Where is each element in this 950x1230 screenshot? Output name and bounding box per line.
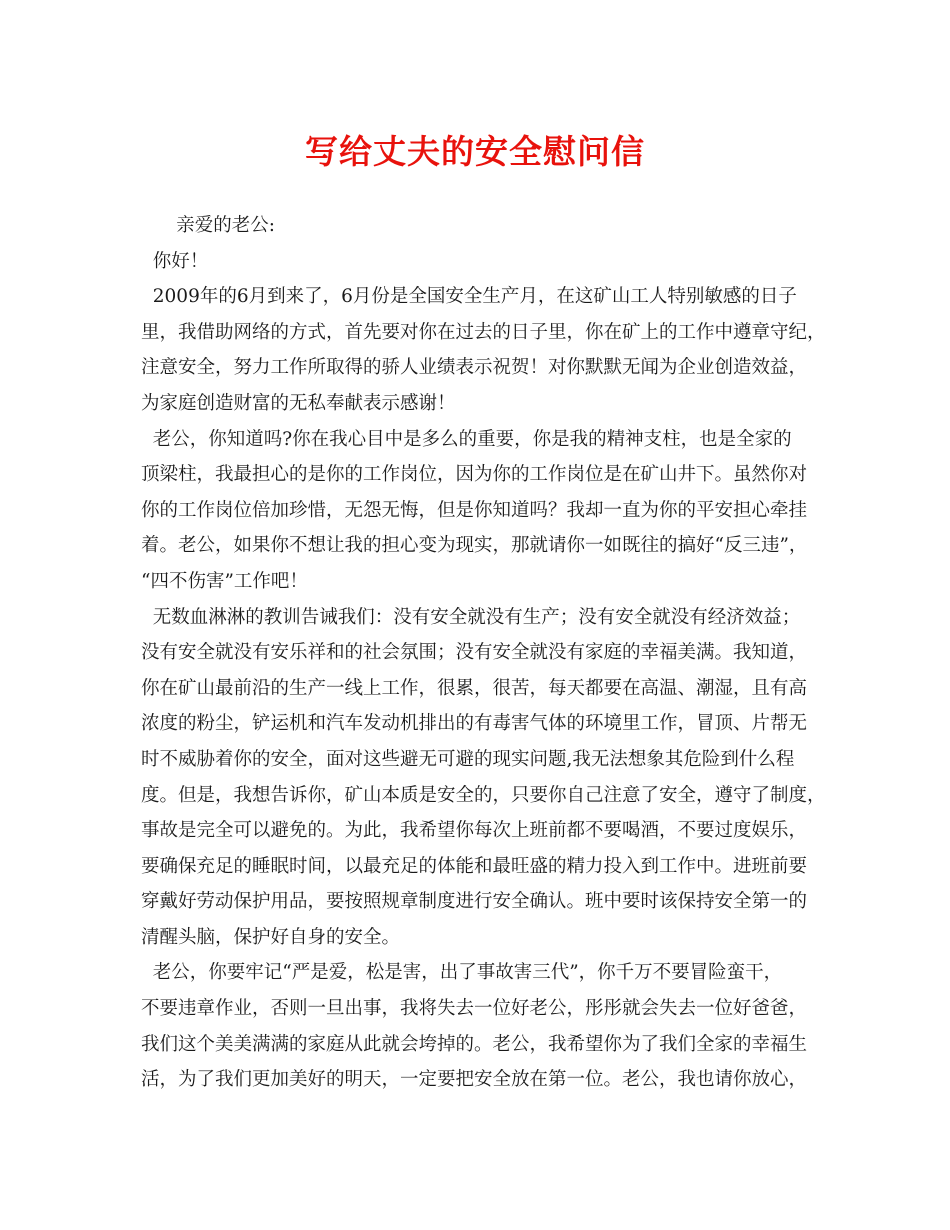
paragraph-line: 2009年的6月到来了，6月份是全国安全生产月，在这矿山工人特别敏感的日子	[141, 286, 797, 308]
paragraph-line: 顶梁柱，我最担心的是你的工作岗位，因为你的工作岗位是在矿山井下。虽然你对	[141, 464, 808, 486]
salutation: 亲爱的老公:	[141, 215, 276, 236]
paragraph-line: 注意安全，努力工作所取得的骄人业绩表示祝贺！对你默默无闻为企业创造效益，	[141, 357, 808, 379]
paragraph-line: 不要违章作业，否则一旦出事，我将失去一位好老公，彤彤就会失去一位好爸爸，	[141, 998, 808, 1020]
paragraph-line: 我们这个美美满满的家庭从此就会垮掉的。老公，我希望你为了我们全家的幸福生	[141, 1033, 808, 1055]
paragraph-line: 清醒头脑，保护好自身的安全。	[141, 926, 401, 948]
paragraph-line: 浓度的粉尘，铲运机和汽车发动机排出的有毒害气体的环境里工作，冒顶、片帮无	[141, 713, 808, 735]
paragraph-line: 度。但是，我想告诉你，矿山本质是安全的，只要你自己注意了安全，遵守了制度，	[141, 784, 826, 806]
paragraph-line: 无数血淋淋的教训告诫我们：没有安全就没有生产；没有安全就没有经济效益；	[141, 606, 801, 628]
paragraph-line: “四不伤害”工作吧！	[141, 570, 308, 592]
paragraph-line: 老公，你要牢记“严是爱，松是害，出了事故害三代”，你千万不要冒险蛮干，	[141, 962, 783, 984]
paragraph-line: 活，为了我们更加美好的明天，一定要把安全放在第一位。老公，我也请你放心，	[141, 1069, 808, 1091]
paragraph-line: 老公，你知道吗?你在我心目中是多么的重要，你是我的精神支柱，也是全家的	[141, 428, 792, 450]
paragraph-line: 你在矿山最前沿的生产一线上工作，很累，很苦，每天都要在高温、潮湿，且有高	[141, 677, 808, 699]
greeting: 你好！	[141, 250, 209, 272]
paragraph-line: 着。老公，如果你不想让我的担心变为现实，那就请你一如既往的搞好“反三违”，	[141, 535, 808, 557]
page-title: 写给丈夫的安全慰问信	[305, 132, 645, 171]
paragraph-line: 你的工作岗位倍加珍惜，无怨无悔，但是你知道吗？我却一直为你的平安担心牵挂	[141, 499, 808, 521]
paragraph-line: 里，我借助网络的方式，首先要对你在过去的日子里，你在矿上的工作中遵章守纪，	[141, 321, 826, 343]
letter-body	[141, 208, 826, 1098]
paragraph-line: 没有安全就没有安乐祥和的社会氛围；没有安全就没有家庭的幸福美满。我知道，	[141, 642, 808, 664]
paragraph-line: 要确保充足的睡眠时间，以最充足的体能和最旺盛的精力投入到工作中。进班前要	[141, 855, 808, 877]
paragraph-line: 穿戴好劳动保护用品，要按照规章制度进行安全确认。班中要时该保持安全第一的	[141, 891, 808, 913]
paragraph-line: 为家庭创造财富的无私奉献表示感谢！	[141, 392, 456, 414]
paragraph-line: 时不威胁着你的安全，面对这些避无可避的现实问题,我无法想象其危险到什么程	[141, 748, 795, 770]
paragraph-line: 事故是完全可以避免的。为此，我希望你每次上班前都不要喝酒，不要过度娱乐，	[141, 820, 808, 842]
